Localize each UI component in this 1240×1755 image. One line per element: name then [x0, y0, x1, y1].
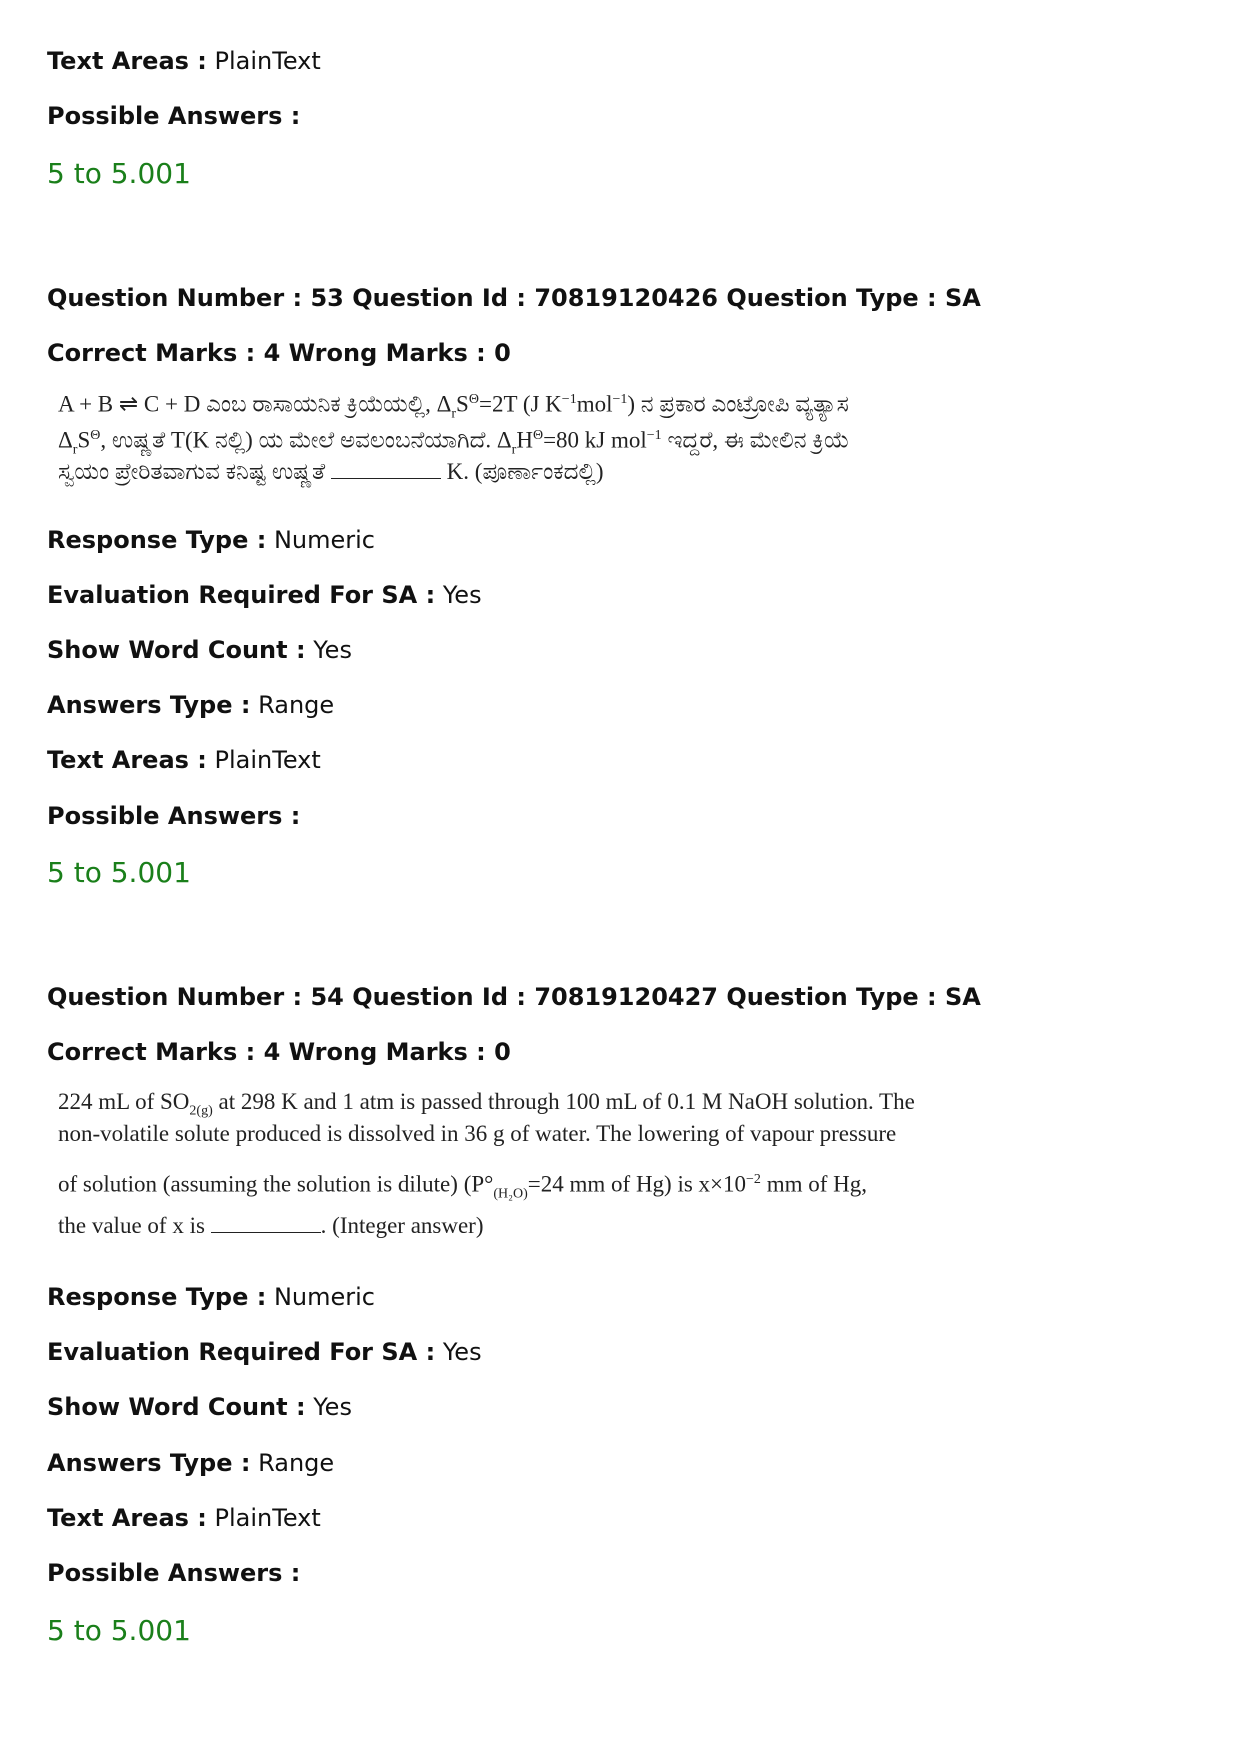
field-value: PlainText	[214, 1504, 321, 1532]
field-value: Yes	[313, 636, 352, 664]
text-run: r	[72, 442, 78, 458]
field-label: Possible Answers :	[47, 1559, 301, 1587]
text-run: 2(g)	[189, 1103, 213, 1119]
possible-answers-label	[47, 801, 300, 831]
possible-answers-label	[47, 1558, 300, 1588]
possible-answer: 5 to 5.001	[47, 856, 191, 889]
text-run: the value of x is	[58, 1213, 211, 1238]
field-label: Evaluation Required For SA :	[47, 1338, 436, 1366]
question-text-line	[58, 1120, 896, 1148]
field-label: Text Areas :	[47, 1504, 207, 1532]
text-run: Θ	[532, 428, 544, 443]
text-run: (P°	[463, 1171, 494, 1197]
field-value: PlainText	[214, 746, 321, 774]
question-text-line	[58, 458, 604, 486]
response-type-row	[47, 525, 375, 555]
text-run: −1	[646, 428, 662, 443]
text-run: at 298 K and 1 atm is passed through 100 mL of 0.1 M NaOH solution. The	[212, 1089, 915, 1114]
text-run: non-volatile solute produced is dissolved in 36 g of water. The lowering of vapour pressure	[58, 1121, 897, 1146]
text-run: (H₂O)	[493, 1186, 528, 1202]
text-run: mm of Hg,	[760, 1171, 867, 1197]
text-run: ಇದ್ದರೆ, ಈ ಮೇಲಿನ ಕ್ರಿಯೆ	[661, 427, 850, 453]
evaluation-required-row	[47, 580, 482, 610]
text-run: K. (ಪೂರ್ಣಾಂಕದಲ್ಲಿ)	[446, 459, 604, 484]
text-run: ಸ್ವಯಂ ಪ್ರೇರಿತವಾಗುವ ಕನಿಷ್ಟ ಉಷ್ಣತೆ	[58, 459, 326, 484]
field-label: Evaluation Required For SA :	[47, 581, 436, 609]
possible-answers-label	[47, 101, 300, 131]
question-header-text: Question Number : 54 Question Id : 70819120427 Question Type : SA	[47, 983, 981, 1011]
answers-type-row	[47, 1448, 334, 1478]
field-value: Yes	[442, 1338, 482, 1366]
field-value: Numeric	[273, 526, 375, 554]
text-run: ) ನ ಪ್ರಕಾರ ಎಂಟ್ರೋಪಿ ವ್ಯತ್ಯಾಸ	[627, 391, 849, 417]
field-value: Range	[258, 1449, 335, 1477]
possible-answer: 5 to 5.001	[47, 157, 191, 190]
text-run: Δ	[58, 427, 73, 453]
text-areas-row	[47, 745, 321, 775]
text-run: −2	[746, 1172, 761, 1187]
text-areas-row	[47, 46, 321, 76]
question-header-text: Question Number : 53 Question Id : 70819120426 Question Type : SA	[47, 284, 981, 312]
field-value: Range	[258, 691, 335, 719]
text-run: −1	[612, 392, 628, 407]
text-run: of solution (assuming the solution is dilute)	[58, 1171, 464, 1197]
question-header	[47, 283, 981, 313]
field-label: Show Word Count :	[47, 1393, 306, 1421]
show-word-count-row	[47, 635, 352, 665]
answer-blank	[211, 1214, 321, 1233]
field-label: Text Areas :	[47, 47, 207, 75]
question-text-line	[58, 1166, 867, 1208]
field-value: Numeric	[273, 1283, 375, 1311]
text-run: =2T (J K	[478, 391, 562, 417]
question-marks	[47, 338, 511, 368]
possible-answer: 5 to 5.001	[47, 1614, 191, 1647]
show-word-count-row	[47, 1392, 352, 1422]
field-label: Text Areas :	[47, 746, 207, 774]
text-run: A + B ⇌ C + D ಎಂಬ ರಾಸಾಯನಿಕ ಕ್ರಿಯೆಯಲ್ಲಿ, Δ	[58, 391, 452, 417]
text-run: =80 kJ mol	[543, 427, 647, 453]
field-label: Response Type :	[47, 526, 267, 554]
question-marks-text: Correct Marks : 4 Wrong Marks : 0	[47, 1038, 511, 1066]
field-label: Response Type :	[47, 1283, 267, 1311]
question-marks-text: Correct Marks : 4 Wrong Marks : 0	[47, 339, 511, 367]
field-label: Answers Type :	[47, 691, 251, 719]
text-run: =24 mm of Hg)	[527, 1171, 672, 1197]
field-label: Possible Answers :	[47, 802, 301, 830]
field-label: Show Word Count :	[47, 636, 306, 664]
text-run: is x×10	[671, 1171, 747, 1197]
text-run: −1	[561, 392, 577, 407]
field-value: Yes	[313, 1393, 352, 1421]
text-run: r	[451, 406, 457, 422]
answer-blank	[331, 460, 441, 479]
question-marks	[47, 1037, 511, 1067]
text-run: mol	[576, 391, 613, 417]
text-run: 224 mL of SO	[58, 1089, 190, 1114]
field-label: Possible Answers :	[47, 102, 301, 130]
text-run: , ಉಷ್ಣತೆ T(K ನಲ್ಲಿ) ಯ ಮೇಲೆ ಅವಲಂಬನೆಯಾಗಿದೆ. Δ	[100, 427, 512, 453]
text-run: . (Integer answer)	[320, 1213, 484, 1238]
text-run: S	[456, 391, 469, 417]
question-image	[58, 386, 958, 496]
field-value: PlainText	[214, 47, 321, 75]
question-text-line	[58, 1212, 484, 1240]
text-run: S	[77, 427, 91, 453]
answers-type-row	[47, 690, 334, 720]
text-run: r	[511, 442, 517, 458]
text-run: H	[516, 427, 533, 453]
evaluation-required-row	[47, 1337, 482, 1367]
response-type-row	[47, 1282, 375, 1312]
field-label: Answers Type :	[47, 1449, 251, 1477]
text-areas-row	[47, 1503, 321, 1533]
question-image	[58, 1088, 958, 1248]
question-header	[47, 982, 981, 1012]
field-value: Yes	[442, 581, 482, 609]
text-run: Θ	[90, 428, 101, 443]
text-run: Θ	[468, 392, 479, 407]
